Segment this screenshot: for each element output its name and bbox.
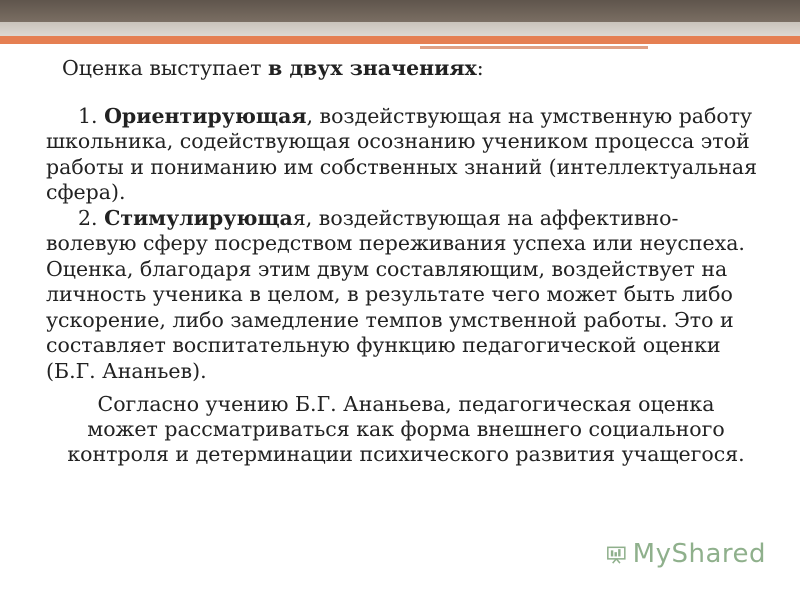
intro-suffix: : (476, 56, 484, 80)
intro-paragraph (62, 56, 766, 82)
point-2-paragraph (46, 206, 766, 385)
conclusion-paragraph (46, 392, 766, 467)
point-2-number: 2. (78, 205, 105, 230)
point-1-text: , воздействующая на умственную работу школьника, содействующая осознанию учеником процесса этой работы и пониманию им собственных знаний (интеллектуальная сфера). (46, 103, 758, 204)
presentation-board-icon (606, 537, 627, 571)
intro-bold: в двух значениях (267, 56, 477, 80)
point-1-term: Ориентирующая (104, 103, 307, 128)
point-2-term: Стимулирующа (104, 205, 293, 230)
header-gap-left (0, 44, 420, 53)
conclusion-line-1: Согласно учению Б.Г. Ананьева, педагогическая оценка (97, 392, 715, 416)
point-2-text: я, воздействующая на аффективно-волевую сферу посредством переживания успеха или неуспеха. Оценка, благодаря этим двум составляющим, воздействует на личность ученика в целом, в результате чего может быть либо ускорение, либо замедление темпов умственной работы. Это и составляет воспитательную функцию педагогической оценки (Б.Г. Ананьев). (46, 205, 745, 383)
header-gap-right (648, 44, 800, 53)
header-band-dark (0, 0, 800, 22)
point-1-paragraph (46, 104, 766, 206)
header-band-orange (0, 36, 800, 44)
point-1-number: 1. (78, 103, 105, 128)
conclusion-rest: может рассматриваться как форма внешнего социального контроля и детерминации психического развития учащегося. (67, 417, 745, 466)
slide-content (46, 56, 766, 467)
watermark-text: MyShared (632, 539, 766, 569)
header-band-light (0, 22, 800, 36)
watermark-logo (606, 534, 766, 574)
intro-prefix: Оценка выступает (62, 56, 268, 80)
